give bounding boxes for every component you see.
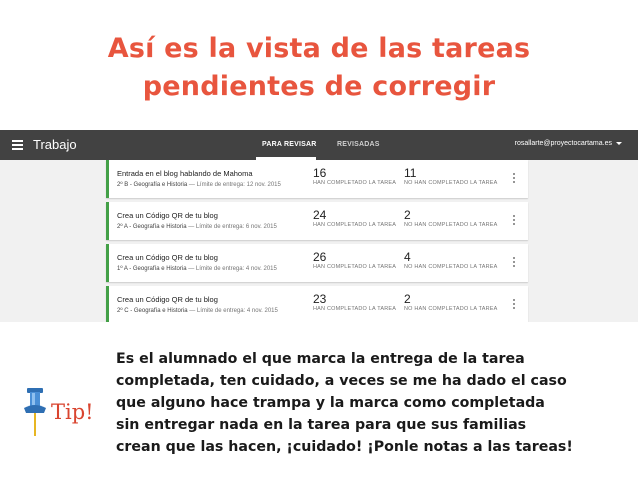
assignment-card[interactable] [106,202,528,240]
completed-label: HAN COMPLETADO LA TAREA [313,180,397,186]
pushpin-icon [20,386,50,438]
assignment-class: 2º A - Geografía e Historia [117,224,187,230]
not-completed-count: 11 [404,166,417,180]
not-completed-label: NO HAN COMPLETADO LA TAREA [404,222,498,228]
more-options-icon[interactable] [513,173,516,185]
tip-label: Tip! [51,400,94,424]
completed-count: 24 [313,208,327,222]
tip-line: crean que las hacen, ¡cuidado! ¡Ponle notas a las tareas! [116,439,573,455]
account-email: rosallarte@proyectocartama.es [514,140,612,147]
not-completed-label: NO HAN COMPLETADO LA TAREA [404,180,498,186]
assignment-title: Crea un Código QR de tu blog [117,253,218,262]
not-completed-count: 2 [404,208,411,222]
assignment-due: — Límite de entrega: 12 nov. 2015 [188,182,281,188]
not-completed-stat [404,208,498,228]
slide-title [0,30,638,106]
not-completed-stat [404,250,498,270]
chevron-down-icon [616,142,622,145]
assignment-card[interactable] [106,286,528,322]
assignment-meta [117,308,278,314]
completed-stat [313,292,396,312]
tab-revisadas[interactable]: REVISADAS [337,141,380,148]
slide-title-line-2: pendientes de corregir [142,71,496,102]
tip-badge [20,386,110,436]
classroom-screenshot [0,130,638,322]
app-title: Trabajo [33,137,77,152]
slide-title-line-1: Así es la vista de las tareas [107,33,531,64]
tip-line: completada, ten cuidado, a veces se me ha dado el caso [116,373,567,389]
tip-line: Es el alumnado el que marca la entrega de la tarea [116,351,525,367]
assignment-due: — Límite de entrega: 4 nov. 2015 [189,308,278,314]
assignment-due: — Límite de entrega: 6 nov. 2015 [188,224,277,230]
menu-icon[interactable] [12,140,23,149]
assignment-title: Crea un Código QR de tu blog [117,211,218,220]
account-menu[interactable] [515,140,622,147]
assignment-meta [117,224,277,230]
completed-count: 26 [313,250,327,264]
not-completed-label: NO HAN COMPLETADO LA TAREA [404,264,498,270]
assignment-card[interactable] [106,244,528,282]
assignment-class: 2º C - Geografía e Historia [117,308,188,314]
tip-line: sin entregar nada en la tarea para que sus familias [116,417,527,433]
assignment-class: 1º A - Geografía e Historia [117,266,187,272]
assignment-card[interactable] [106,160,528,198]
not-completed-label: NO HAN COMPLETADO LA TAREA [404,306,498,312]
more-options-icon[interactable] [513,299,516,311]
completed-stat [313,208,396,228]
completed-stat [313,250,396,270]
tip-line: que alguno hace trampa y la marca como completada [116,395,545,411]
assignment-title: Entrada en el blog hablando de Mahoma [117,169,253,178]
more-options-icon[interactable] [513,257,516,269]
completed-count: 16 [313,166,327,180]
app-topbar [0,130,638,160]
assignment-list [106,160,528,322]
completed-stat [313,166,396,186]
completed-label: HAN COMPLETADO LA TAREA [313,222,397,228]
not-completed-count: 2 [404,292,411,306]
tab-para-revisar[interactable]: PARA REVISAR [262,141,317,148]
assignment-due: — Límite de entrega: 4 nov. 2015 [188,266,277,272]
completed-label: HAN COMPLETADO LA TAREA [313,264,397,270]
not-completed-stat [404,166,498,186]
not-completed-stat [404,292,498,312]
completed-label: HAN COMPLETADO LA TAREA [313,306,397,312]
assignment-meta [117,182,281,188]
tip-text [116,348,626,458]
more-options-icon[interactable] [513,215,516,227]
not-completed-count: 4 [404,250,411,264]
assignment-title: Crea un Código QR de tu blog [117,295,218,304]
completed-count: 23 [313,292,327,306]
assignment-class: 2º B - Geografía e Historia [117,182,188,188]
assignment-meta [117,266,277,272]
